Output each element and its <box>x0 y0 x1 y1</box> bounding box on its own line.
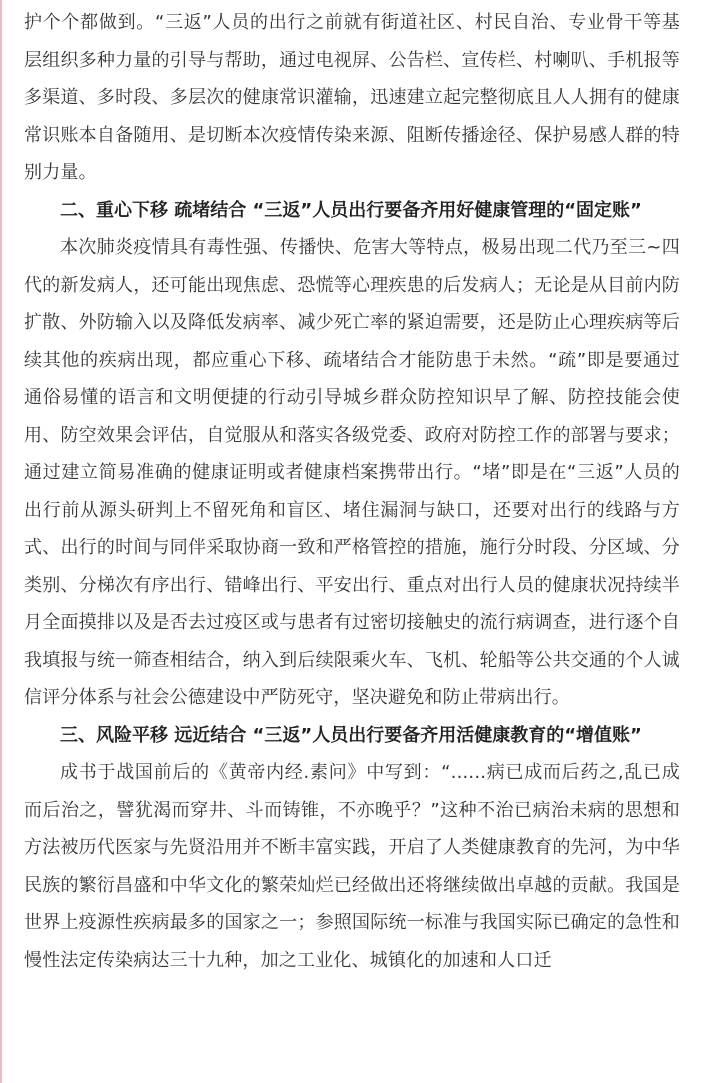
article-body <box>24 0 680 979</box>
paragraph-prevention-control: 本次肺炎疫情具有毒性强、传播快、危害大等特点，极易出现二代乃至三~四代的新发病人，还可能出现焦虑、恐慌等心理疾患的后发病人；无论是从目前内防扩散、外防输入以及降低发病率、减少死亡率的紧迫需要，还是防止心理疾病等后续其他的疾病出现，都应重心下移、疏堵结合才能防患于未然。“疏”即是要通过通俗易懂的语言和文明便捷的行动引导城乡群众防控知识早了解、防控技能会使用、防空效果会评估，自觉服从和落实各级党委、政府对防控工作的部署与要求；通过建立简易准确的健康证明或者健康档案携带出行。“堵”即是在“三返”人员的出行前从源头研判上不留死角和盲区、堵住漏洞与缺口，还要对出行的线路与方式、出行的时间与同伴采取协商一致和严格管控的措施，施行分时段、分区域、分类别、分梯次有序出行、错峰出行、平安出行、重点对出行人员的健康状况持续半月全面摸排以及是否去过疫区或与患者有过密切接触史的流行病调查，进行逐个自我填报与统一筛查相结合，纳入到后续限乘火车、飞机、轮船等公共交通的个人诚信评分体系与社会公德建设中严防死守，坚决避免和防止带病出行。 <box>24 237 680 708</box>
section-heading-3: 三、风险平移 远近结合 “三返”人员出行要备齐用活健康教育的“增值账” <box>60 724 642 746</box>
paragraph-health-knowledge: 护个个都做到。“三返”人员的出行之前就有街道社区、村民自治、专业骨干等基层组织多种力量的引导与帮助，通过电视屏、公告栏、宣传栏、村喇叭、手机报等多渠道、多时段、多层次的健康常识灌输，迅速建立起完整彻底且人人拥有的健康常识账本自备随用、是切断本次疫情传染来源、阻断传播途径、保护易感人群的特别力量。 <box>24 12 680 183</box>
left-border-line <box>0 0 2 1083</box>
paragraph-health-education: 成书于战国前后的《黄帝内经.素问》中写到：“......病已成而后药之,乱已成而后治之，譬犹渴而穿井、斗而铸锥，不亦晚乎？”这种不治已病治未病的思想和方法被历代医家与先贤沿用并不断丰富实践，开启了人类健康教育的先河，为中华民族的繁衍昌盛和中华文化的繁荣灿烂已经做出还将继续做出卓越的贡献。我国是世界上疫源性疾病最多的国家之一；参照国际统一标准与我国实际已确定的急性和慢性法定传染病达三十九种，加之工业化、城镇化的加速和人口迁 <box>24 762 680 971</box>
section-heading-2: 二、重心下移 疏堵结合 “三返”人员出行要备齐用好健康管理的“固定账” <box>60 199 642 221</box>
